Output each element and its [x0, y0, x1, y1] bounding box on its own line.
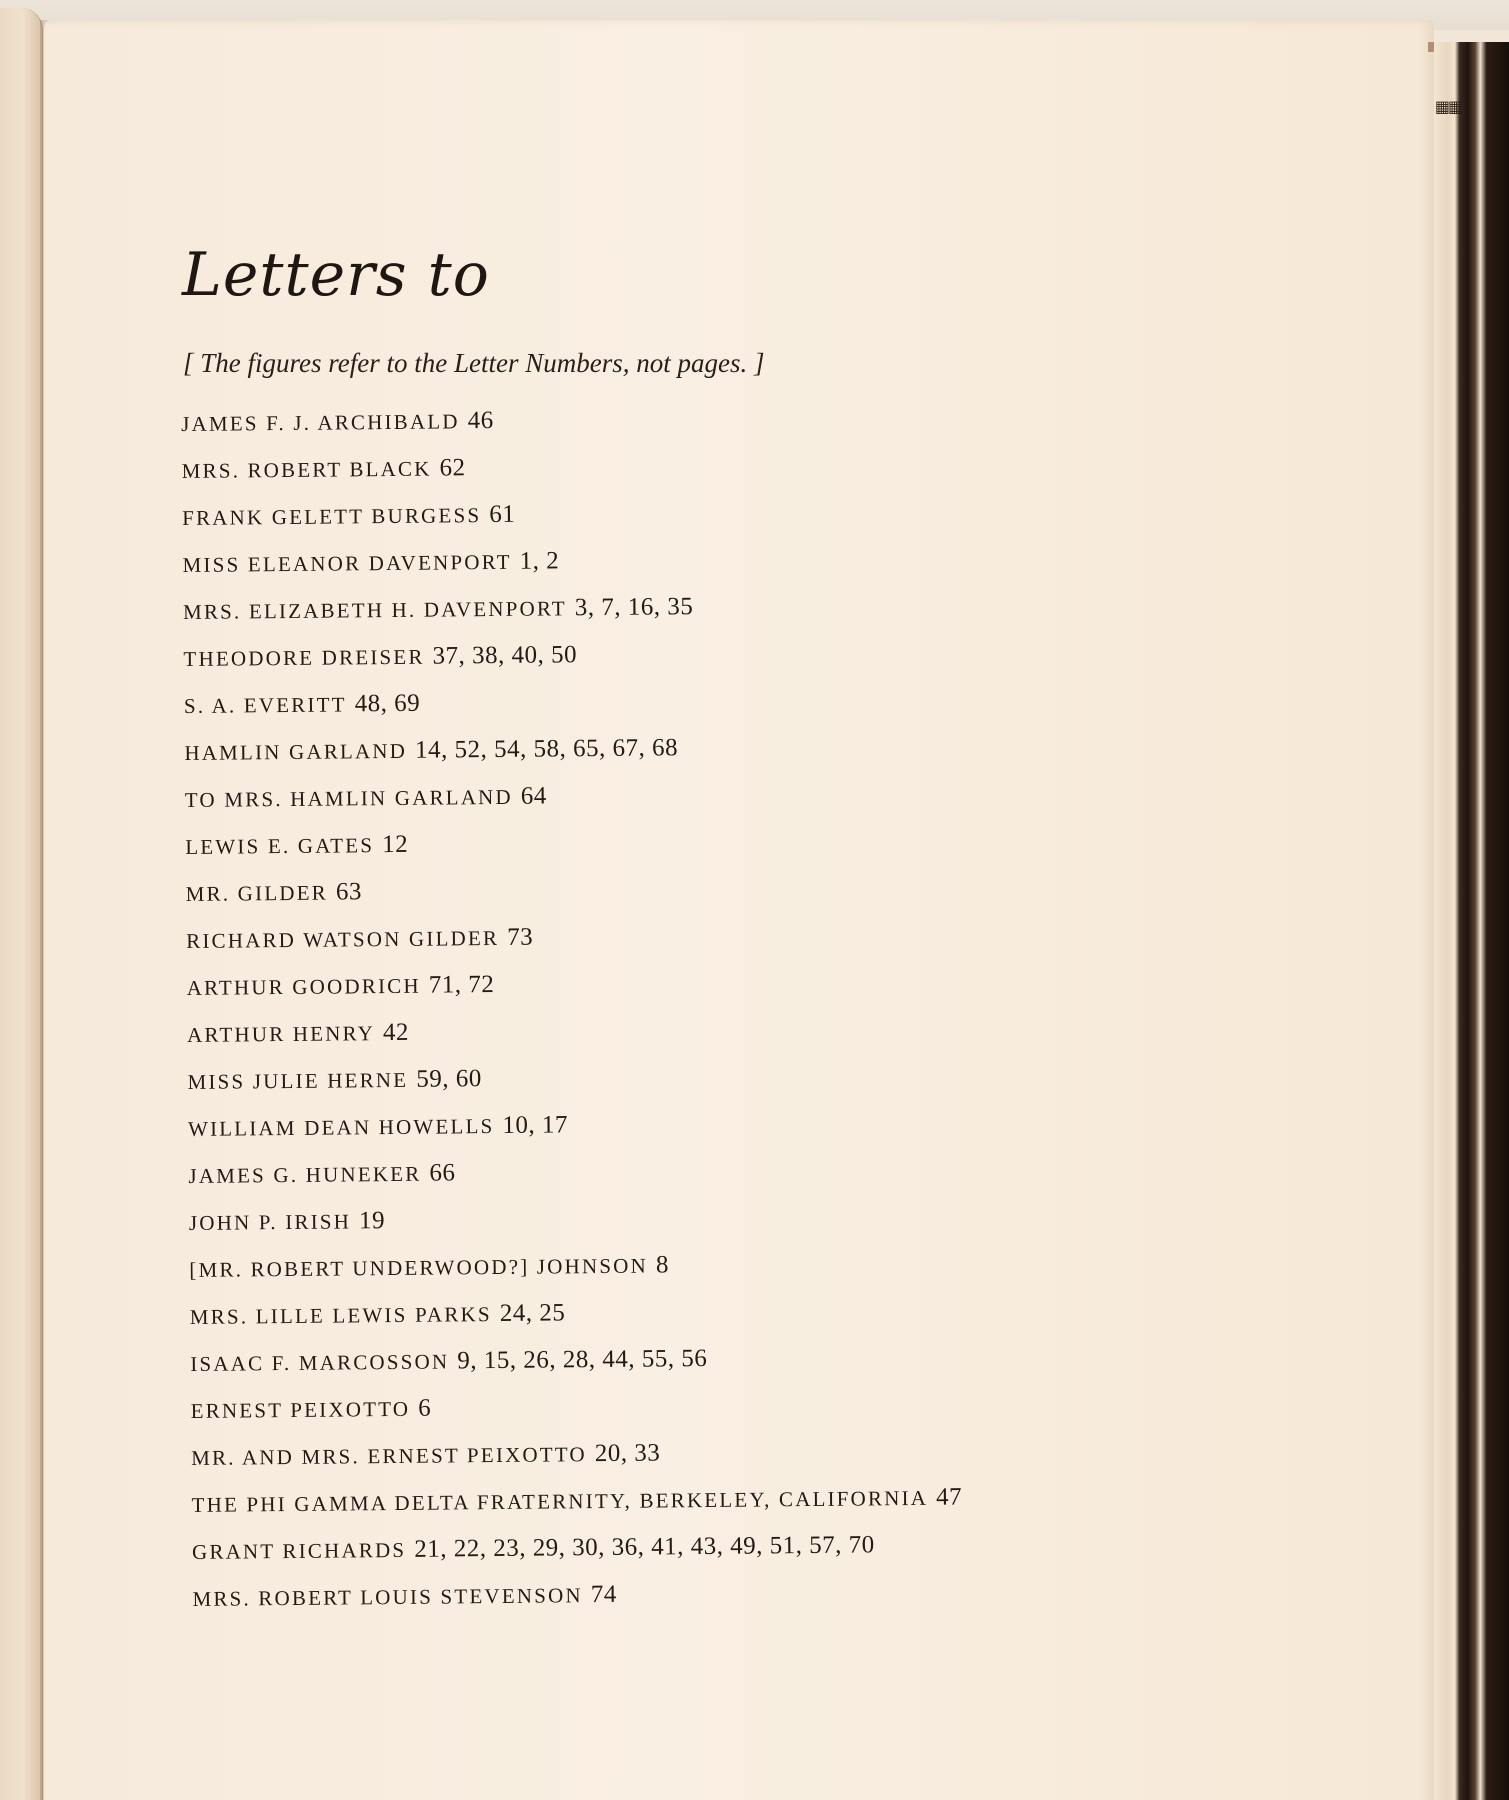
letter-numbers: 71, 72 [428, 971, 495, 999]
recipient-name: MR. AND MRS. ERNEST PEIXOTTO [191, 1442, 587, 1470]
index-entry [190, 1380, 961, 1434]
letter-numbers: 14, 52, 54, 58, 65, 67, 68 [414, 734, 679, 764]
index-entry [191, 1474, 962, 1528]
recipient-name: RICHARD WATSON GILDER [186, 925, 500, 953]
letter-numbers: 8 [655, 1251, 670, 1279]
letter-numbers: 37, 38, 40, 50 [432, 641, 578, 670]
recipient-name: MRS. ELIZABETH H. DAVENPORT [182, 596, 567, 624]
letter-numbers: 46 [467, 406, 494, 435]
letter-numbers: 48, 69 [354, 689, 421, 718]
letter-numbers: 59, 60 [416, 1065, 482, 1093]
index-entry [183, 581, 954, 635]
recipient-name: JAMES G. HUNEKER [188, 1161, 422, 1188]
letter-numbers: 12 [382, 830, 409, 859]
letter-numbers: 1, 2 [519, 547, 560, 575]
letter-numbers: 61 [489, 500, 516, 529]
index-entry [189, 1239, 960, 1293]
recipient-name: MISS ELEANOR DAVENPORT [182, 549, 512, 577]
recipient-name: [MR. ROBERT UNDERWOOD?] JOHNSON [189, 1253, 649, 1282]
index-entry [186, 957, 957, 1011]
recipient-name: MRS. ROBERT LOUIS STEVENSON [192, 1583, 583, 1611]
recipient-name: MISS JULIE HERNE [187, 1067, 409, 1094]
index-note: [ The figures refer to the Letter Numbers, not pages. ] [183, 348, 765, 378]
index-entry [189, 1192, 960, 1246]
recipient-name: ISAAC F. MARCOSSON [190, 1349, 450, 1376]
index-entry [187, 1051, 958, 1105]
index-entry [190, 1286, 961, 1340]
index-entry [182, 534, 953, 588]
index-entry [185, 816, 956, 870]
letters-index-list [181, 393, 963, 1622]
index-entry [185, 769, 956, 823]
recipient-name: THEODORE DREISER [183, 644, 425, 671]
letter-numbers: 63 [335, 878, 363, 906]
index-entry [188, 1098, 959, 1152]
letter-numbers: 19 [358, 1207, 386, 1235]
index-entry [188, 1145, 959, 1199]
index-entry [184, 722, 955, 776]
index-entry [181, 393, 952, 447]
index-entry [184, 675, 955, 729]
recipient-name: LEWIS E. GATES [185, 833, 375, 859]
index-entry [190, 1333, 961, 1387]
recipient-name: GRANT RICHARDS [191, 1537, 407, 1564]
letter-numbers: 64 [520, 782, 547, 810]
letter-numbers: 6 [418, 1394, 432, 1422]
recipient-name: MRS. LILLE LEWIS PARKS [189, 1302, 492, 1329]
letter-numbers: 3, 7, 16, 35 [574, 593, 694, 622]
recipient-name: JAMES F. J. ARCHIBALD [181, 409, 460, 436]
recipient-name: ERNEST PEIXOTTO [190, 1396, 411, 1423]
recipient-name: FRANK GELETT BURGESS [182, 503, 482, 530]
letter-numbers: 10, 17 [502, 1111, 569, 1139]
book-cover-edge [1434, 42, 1509, 1800]
index-entry [181, 440, 952, 494]
letter-numbers: 74 [590, 1580, 617, 1609]
recipient-name: JOHN P. IRISH [188, 1209, 352, 1235]
letter-numbers: 73 [507, 923, 534, 951]
letter-numbers: 66 [429, 1159, 456, 1187]
letter-numbers: 42 [382, 1018, 410, 1047]
index-entry [192, 1568, 963, 1622]
letter-numbers: 62 [439, 454, 466, 482]
index-entry [192, 1521, 963, 1575]
recipient-name: MR. GILDER [185, 880, 329, 906]
previous-page-edge [0, 8, 43, 1800]
letter-numbers: 47 [935, 1483, 963, 1511]
recipient-name: TO MRS. HAMLIN GARLAND [184, 784, 513, 812]
letter-numbers: 21, 22, 23, 29, 30, 36, 41, 43, 49, 51, 57, 70 [414, 1531, 875, 1563]
index-entry [187, 1004, 958, 1058]
recipient-name: MRS. ROBERT BLACK [181, 456, 432, 483]
recipient-name: WILLIAM DEAN HOWELLS [187, 1114, 495, 1141]
index-entry [183, 628, 954, 682]
letter-numbers: 24, 25 [499, 1299, 566, 1327]
index-entry [191, 1427, 962, 1481]
recipient-name: THE PHI GAMMA DELTA FRATERNITY, BERKELEY, CALIFORNIA [191, 1485, 929, 1517]
recipient-name: HAMLIN GARLAND [184, 738, 408, 765]
index-entry [186, 910, 957, 964]
cover-ornament-icon: ▦▦ [1434, 97, 1462, 116]
recipient-name: ARTHUR HENRY [186, 1021, 376, 1047]
recipient-name: S. A. EVERITT [183, 692, 347, 718]
recipient-name: ARTHUR GOODRICH [186, 973, 421, 1000]
index-entry [182, 487, 953, 541]
page-title: Letters to [182, 240, 490, 310]
index-entry [186, 863, 957, 917]
letter-numbers: 20, 33 [594, 1439, 661, 1468]
letter-numbers: 9, 15, 26, 28, 44, 55, 56 [457, 1344, 708, 1375]
